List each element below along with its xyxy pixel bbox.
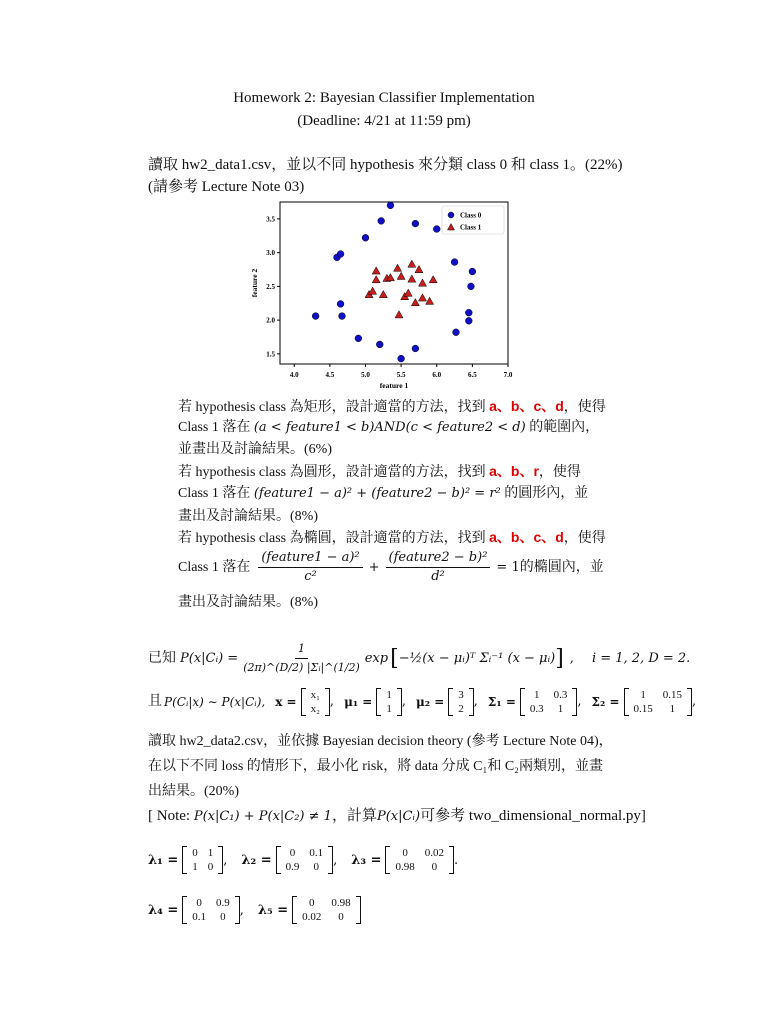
class0-point (465, 317, 472, 324)
lambda1-cell-1-0: 1 (192, 861, 198, 873)
deadline: (Deadline: 4/21 at 11:59 pm) (297, 113, 471, 129)
mu2-label: μ₂ = (415, 695, 445, 709)
class0-point (362, 234, 369, 241)
ellipse-hypothesis-line3: 畫出及討論結果。(8%) (178, 595, 318, 610)
y-axis-label: feature 2 (250, 268, 259, 298)
y-tick-label: 2.5 (266, 282, 275, 291)
circle-class-label: Class 1 落在 (178, 486, 254, 501)
sigma1-label: Σ₁ = (487, 695, 516, 709)
ellipse-hypothesis-line2 (178, 549, 604, 586)
class0-point (412, 220, 419, 227)
lambda2-cell-1-0: 0.9 (285, 861, 300, 873)
note-line (148, 806, 646, 827)
circle-hypothesis-line2 (178, 484, 588, 504)
sigma1-matrix (520, 688, 578, 716)
likelihood-formula: 已知 P(x|Cᵢ) = $\frac{1}{\text{(2π)\textasciicircum{}(D/2) |Σᵢ|\textasciicircum{}(1/2)}}$ exp [ −½(x − μᵢ)ᵀ Σᵢ⁻¹ (x − μᵢ) ] , i = 1, 2, D = 2. (148, 640, 690, 677)
loss-matrices-row1: λ₁ = 0 1 1 0 , λ₂ = 0 0.1 0.9 0 , λ₃ = 0 0.02 0.98 0 . (148, 847, 459, 873)
task-line2: 在以下不同 loss 的情形下，最小化 risk，將 data 分成 C₁和 C₂兩類別，並畫 (148, 759, 604, 774)
y-tick-label: 2.0 (266, 316, 275, 325)
legend-class0-marker (448, 212, 454, 218)
loss-matrices-row2: λ₄ = 0 0.9 0.1 0 , λ₅ = 0 0.98 0.02 0 (148, 896, 361, 924)
ellipse-fraction-2 (386, 549, 491, 586)
ellipse-den-1: c² (304, 569, 317, 584)
lambda5-cell-0-0: 0 (308, 897, 315, 909)
sigma2-cell-0-0: 1 (640, 689, 646, 701)
page-title: Homework 2: Bayesian Classifier Implementation (233, 90, 535, 106)
rect-hypothesis-line1 (178, 396, 606, 418)
and-prefix: 且 (148, 694, 162, 709)
likelihood-condition: i = 1, 2, D = 2. (591, 650, 691, 666)
circle-text-prefix: 若 hypothesis class 為圓形，設計適當的方法，找到 (178, 465, 490, 480)
y-tick-label: 1.5 (266, 350, 275, 359)
class0-point (433, 226, 440, 233)
mu2-vector-cell-1-0: 2 (458, 703, 464, 715)
class0-point (465, 309, 472, 316)
note-formula: P(x|C₁) + P(x|C₂) ≠ 1 (193, 809, 332, 824)
x-vector-cell-1-0: x₂ (310, 703, 320, 715)
class0-point (376, 341, 383, 348)
mu1-label: μ₁ = (344, 695, 373, 709)
class0-point (312, 313, 319, 320)
lambda3-matrix (385, 846, 454, 874)
lambda1-cell-0-0: 0 (192, 847, 198, 859)
known-prefix: 已知 (148, 650, 176, 666)
scatter-chart (248, 196, 524, 392)
class0-point (337, 301, 344, 308)
ellipse-num-1: (feature1 − a)² (258, 549, 362, 568)
lambda1-cell-1-1: 0 (207, 861, 214, 873)
ellipse-fraction-1 (258, 549, 362, 586)
likelihood-den: (2π)^(D/2) |Σᵢ|^(1/2) (243, 661, 360, 674)
class0-point (355, 335, 362, 342)
part1-intro: 讀取 hw2_data1.csv，並以不同 hypothesis 來分類 class 0 和 class 1。(22%) (148, 157, 623, 173)
class0-point (469, 268, 476, 275)
x-axis-label: feature 1 (379, 381, 409, 390)
lambda3-cell-0-0: 0 (402, 847, 408, 859)
class0-point (398, 355, 405, 362)
lambda5-matrix (292, 896, 361, 924)
rect-class-label: Class 1 落在 (178, 420, 254, 435)
likelihood-lhs: P(x|Cᵢ) = (180, 650, 239, 666)
y-tick-label: 3.5 (266, 215, 275, 224)
rect-hypothesis-line3: 並畫出及討論結果。(6%) (178, 442, 332, 457)
lambda1-label: λ₁ = (148, 852, 179, 868)
sigma2-cell-1-1: 1 (669, 703, 676, 715)
x-vector-cell-0-0: x₁ (310, 689, 320, 701)
task-line3: 出結果。(20%) (148, 784, 239, 799)
ellipse-num-2: (feature2 − b)² (386, 549, 491, 568)
ellipse-text-suffix: ，使得 (563, 531, 606, 546)
class0-point (337, 251, 344, 258)
x-vector (301, 688, 330, 716)
x-label: x = (275, 695, 297, 709)
lambda4-matrix (182, 896, 240, 924)
sigma1-cell-1-0: 0.3 (529, 703, 544, 715)
rect-hypothesis-line2 (178, 418, 599, 438)
y-tick-label: 3.0 (266, 249, 275, 258)
lambda5-cell-1-0: 0.02 (302, 911, 322, 923)
circle-params: a、b、r (489, 463, 539, 479)
mu1-vector (376, 688, 402, 716)
note-prefix: [ Note: (148, 808, 194, 824)
class0-point (453, 329, 460, 336)
lambda4-cell-0-1: 0.9 (215, 897, 230, 909)
sigma2-cell-0-1: 0.15 (662, 689, 683, 701)
ellipse-hypothesis-line1 (178, 527, 606, 549)
class0-point (412, 345, 419, 352)
circle-text-suffix: ，使得 (538, 465, 581, 480)
note-suffix: 可參考 two_dimensional_normal.py] (420, 808, 646, 824)
class0-point (468, 283, 475, 290)
sigma1-cell-1-1: 1 (557, 703, 564, 715)
note-mid: ，計算 (331, 808, 377, 824)
ellipse-den-2: d² (431, 569, 445, 584)
ellipse-range-label: 的橢圓內，並 (519, 559, 604, 575)
x-tick-label: 4.0 (289, 371, 299, 379)
ellipse-eq: = 1 (496, 559, 520, 575)
task-line1: 讀取 hw2_data2.csv，並依據 Bayesian decision theory (參考 Lecture Note 04)， (148, 734, 613, 749)
lambda2-cell-0-1: 0.1 (309, 847, 324, 859)
x-tick-label: 4.5 (325, 371, 335, 379)
note-formula2: P(x|Cᵢ) (376, 809, 421, 824)
part1-reference: (請參考 Lecture Note 03) (148, 179, 305, 195)
sigma1-cell-0-1: 0.3 (553, 689, 568, 701)
circle-hypothesis-line3: 畫出及討論結果。(8%) (178, 509, 318, 524)
lambda5-cell-1-1: 0 (338, 911, 344, 923)
likelihood-exp: exp (364, 650, 389, 666)
legend-label: Class 1 (460, 223, 482, 232)
bracket-left: [ (390, 645, 399, 671)
parameters-line: 且 P(Cᵢ|x) ∼ P(x|Cᵢ), x = x₁ x₂ , μ₁ = 1 1 , μ₂ = 3 2 , Σ₁ = 1 0.3 0.3 1 , Σ₂ = 1 0.15 0.15 1 , (148, 689, 697, 715)
lambda2-label: λ₂ = (241, 852, 272, 868)
posterior-proportional: P(Cᵢ|x) ∼ P(x|Cᵢ), (164, 695, 266, 709)
bracket-right: ] (555, 645, 564, 671)
circle-formula: (feature1 − a)² + (feature2 − b)² = r² (253, 486, 501, 501)
legend-label: Class 0 (460, 211, 482, 220)
lambda3-cell-0-1: 0.02 (424, 847, 444, 859)
lambda2-cell-0-0: 0 (289, 847, 296, 859)
sigma2-cell-1-0: 0.15 (633, 703, 653, 715)
circle-hypothesis-line1 (178, 461, 581, 483)
ellipse-class-label: Class 1 落在 (178, 559, 251, 575)
likelihood-body: −½(x − μᵢ)ᵀ Σᵢ⁻¹ (x − μᵢ) (398, 650, 556, 666)
mu2-vector-cell-0-0: 3 (458, 689, 464, 701)
likelihood-num: 1 (295, 640, 308, 659)
lambda3-label: λ₃ = (351, 852, 382, 868)
mu1-vector-cell-0-0: 1 (386, 689, 392, 701)
class0-point (339, 313, 346, 320)
lambda1-cell-0-1: 1 (207, 847, 214, 859)
circle-range-label: 的圓形內，並 (500, 486, 589, 501)
ellipse-text-prefix: 若 hypothesis class 為橢圓，設計適當的方法，找到 (178, 531, 490, 546)
lambda5-cell-0-1: 0.98 (331, 897, 351, 909)
lambda2-cell-1-1: 0 (313, 861, 319, 873)
class0-point (451, 259, 458, 266)
x-tick-label: 5.0 (361, 371, 370, 379)
class0-point (387, 202, 394, 209)
mu2-vector (448, 688, 474, 716)
lambda5-label: λ₅ = (257, 902, 289, 918)
class0-point (378, 218, 385, 225)
lambda3-cell-1-0: 0.98 (395, 861, 415, 873)
sigma2-label: Σ₂ = (591, 695, 620, 709)
lambda4-cell-1-1: 0 (220, 911, 226, 923)
sigma1-cell-0-0: 1 (534, 689, 540, 701)
ellipse-params: a、b、c、d (489, 529, 564, 545)
rect-text-suffix: ，使得 (563, 400, 606, 415)
rect-range-label: 的範圍內， (525, 420, 600, 435)
sigma2-matrix (624, 688, 693, 716)
lambda4-cell-1-0: 0.1 (192, 911, 206, 923)
x-tick-label: 6.0 (432, 371, 442, 379)
rect-text-prefix: 若 hypothesis class 為矩形，設計適當的方法，找到 (178, 400, 490, 415)
lambda3-cell-1-1: 0 (431, 861, 438, 873)
x-tick-label: 5.5 (396, 371, 406, 379)
likelihood-fraction (240, 640, 363, 677)
lambda4-cell-0-0: 0 (196, 897, 202, 909)
x-tick-label: 7.0 (503, 371, 513, 379)
lambda1-matrix (182, 846, 223, 874)
lambda2-matrix (276, 846, 334, 874)
rect-formula: (a < feature1 < b)AND(c < feature2 < d) (253, 420, 526, 435)
rect-params: a、b、c、d (489, 398, 564, 414)
mu1-vector-cell-1-0: 1 (386, 703, 392, 715)
lambda4-label: λ₄ = (148, 902, 179, 918)
x-tick-label: 6.5 (468, 371, 477, 379)
plus-sign: + (368, 559, 380, 575)
